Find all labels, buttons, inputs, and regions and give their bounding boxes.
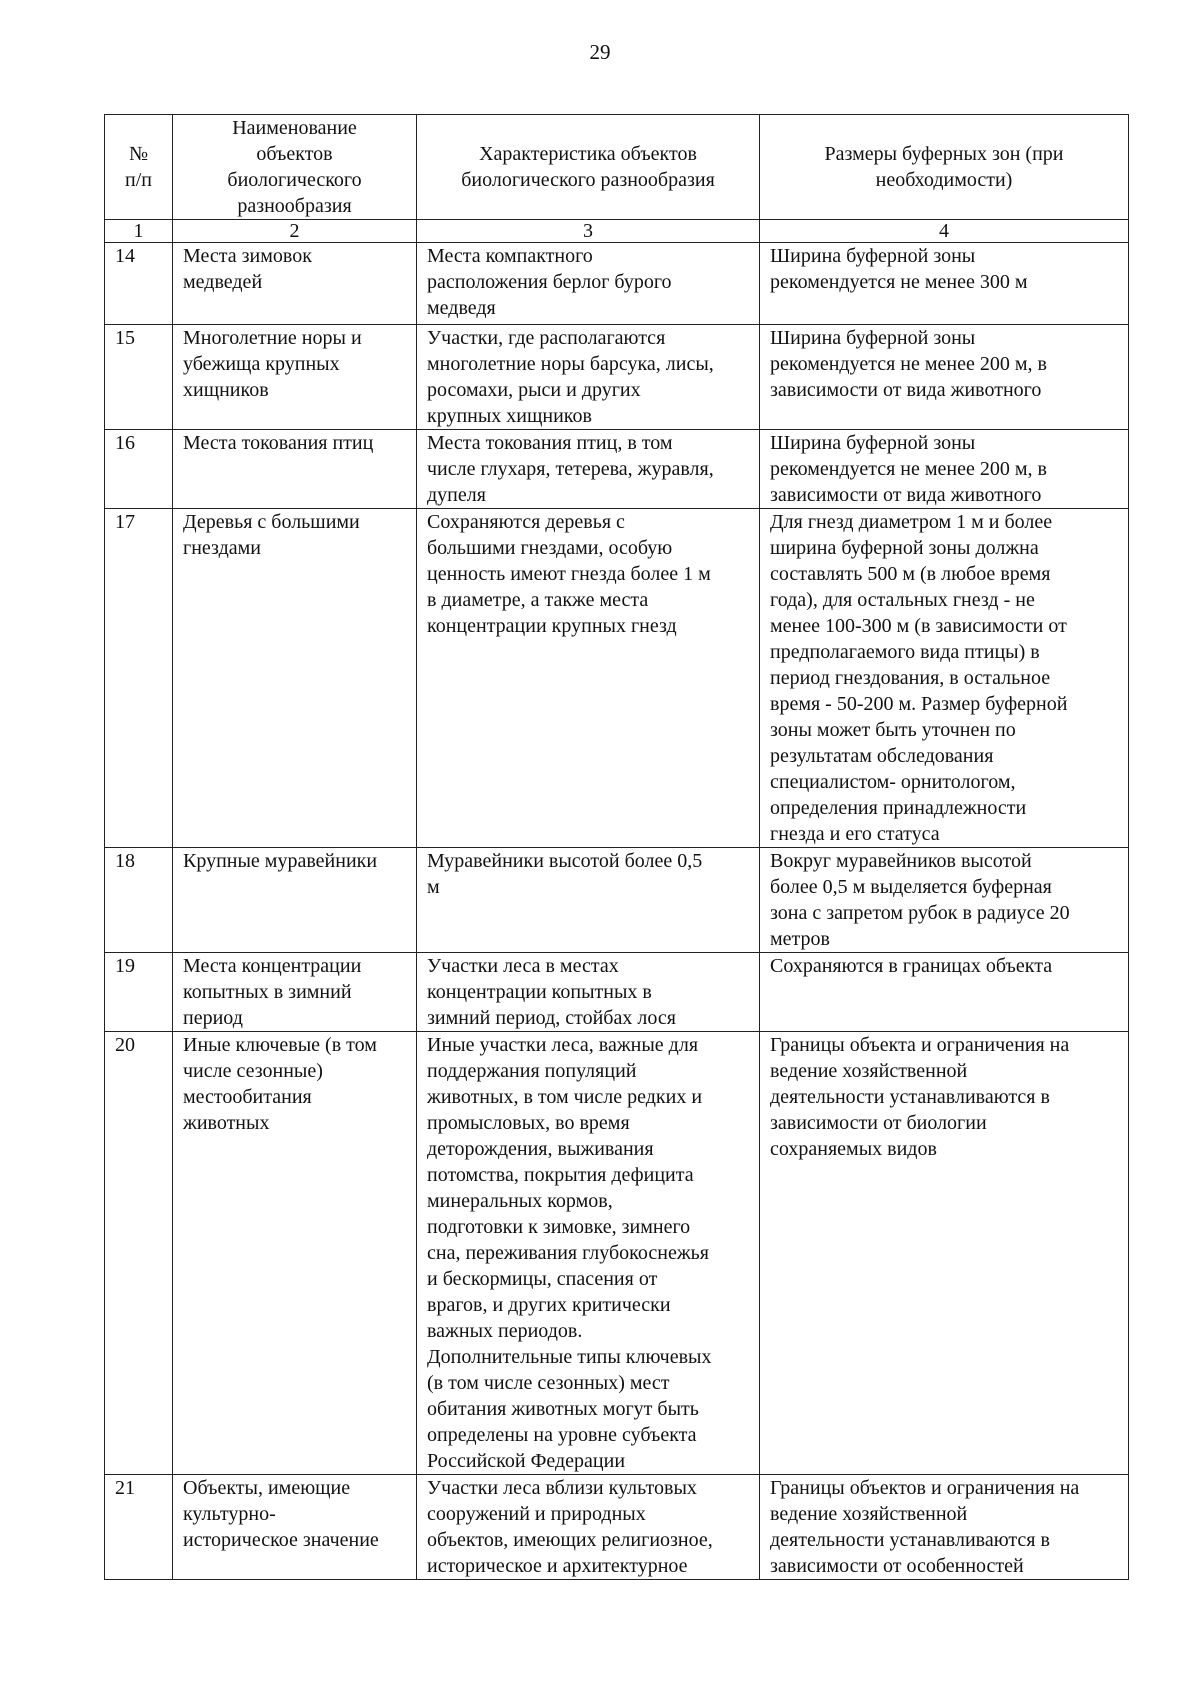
buffer-size-cell xyxy=(760,325,1129,430)
cell-line: Деревья с большими xyxy=(183,511,360,533)
cell-line: зависимости от вида животного xyxy=(770,379,1042,401)
cell-line: многолетние норы барсука, лисы, xyxy=(427,353,714,375)
cell-line: Места компактного xyxy=(427,245,593,267)
cell-line: Места токования птиц xyxy=(183,432,374,454)
cell-line: Участки леса вблизи культовых xyxy=(427,1477,697,1499)
header-buffer-size xyxy=(760,115,1129,220)
column-number-2: 2 xyxy=(173,220,417,243)
cell-line: период xyxy=(183,1007,243,1029)
characteristic-cell xyxy=(417,848,760,953)
cell-line: Характеристика объектов xyxy=(479,143,697,165)
buffer-size-cell xyxy=(760,509,1129,848)
cell-line: концентрации крупных гнезд xyxy=(427,615,677,637)
cell-line: Муравейники высотой более 0,5 xyxy=(427,850,703,872)
cell-line: культурно- xyxy=(183,1503,276,1525)
cell-line: Иные ключевые (в том xyxy=(183,1034,377,1056)
cell-line: гнездами xyxy=(183,537,261,559)
cell-line: числе глухаря, тетерева, журавля, xyxy=(427,458,714,480)
column-number-3: 3 xyxy=(417,220,760,243)
cell-line: м xyxy=(427,876,440,898)
row-number: 16 xyxy=(105,430,173,509)
buffer-size-cell xyxy=(760,1032,1129,1475)
buffer-size-cell xyxy=(760,243,1129,325)
cell-line: копытных в зимний xyxy=(183,981,352,1003)
cell-line: сооружений и природных xyxy=(427,1503,646,1525)
cell-line: разнообразия xyxy=(237,195,352,217)
table-row xyxy=(105,325,1129,430)
cell-line: промысловых, во время xyxy=(427,1112,630,1134)
cell-line: Вокруг муравейников высотой xyxy=(770,850,1032,872)
page-number: 29 xyxy=(589,40,611,64)
object-name-cell xyxy=(173,430,417,509)
cell-line: зависимости от особенностей xyxy=(770,1555,1024,1577)
characteristic-cell xyxy=(417,953,760,1032)
cell-line: Для гнезд диаметром 1 м и более xyxy=(770,511,1053,533)
table-header-row xyxy=(105,115,1129,220)
cell-line: необходимости) xyxy=(875,169,1013,191)
cell-line: составлять 500 м (в любое время xyxy=(770,563,1051,585)
object-name-cell xyxy=(173,953,417,1032)
cell-line: Сохраняются в границах объекта xyxy=(770,955,1053,977)
cell-line: Ширина буферной зоны xyxy=(770,245,976,267)
cell-line: более 0,5 м выделяется буферная xyxy=(770,876,1052,898)
cell-line: Места зимовок xyxy=(183,245,312,267)
cell-line: деятельности устанавливаются в xyxy=(770,1086,1050,1108)
object-name-cell xyxy=(173,509,417,848)
cell-line: обитания животных могут быть xyxy=(427,1398,699,1420)
cell-line: и бескормицы, спасения от xyxy=(427,1268,658,1290)
row-number: 21 xyxy=(105,1475,173,1580)
cell-line: года), для остальных гнезд - не xyxy=(770,589,1035,611)
table-row xyxy=(105,509,1129,848)
cell-line: объектов, имеющих религиозное, xyxy=(427,1529,713,1551)
buffer-size-cell xyxy=(760,848,1129,953)
buffer-size-cell xyxy=(760,953,1129,1032)
cell-line: деятельности устанавливаются в xyxy=(770,1529,1050,1551)
cell-line: дупеля xyxy=(427,484,486,506)
cell-line: биологического xyxy=(227,169,362,191)
cell-line: Размеры буферных зон (при xyxy=(824,143,1064,165)
cell-line: биологического разнообразия xyxy=(461,169,715,191)
row-number: 20 xyxy=(105,1032,173,1475)
cell-line: Дополнительные типы ключевых xyxy=(427,1346,712,1368)
column-number-1: 1 xyxy=(105,220,173,243)
cell-line: Границы объектов и ограничения на xyxy=(770,1477,1080,1499)
table-row xyxy=(105,430,1129,509)
object-name-cell xyxy=(173,1032,417,1475)
object-name-cell xyxy=(173,848,417,953)
characteristic-cell xyxy=(417,1475,760,1580)
characteristic-cell xyxy=(417,243,760,325)
cell-line: местообитания xyxy=(183,1086,312,1108)
row-number: 18 xyxy=(105,848,173,953)
cell-line: (в том числе сезонных) мест xyxy=(427,1372,670,1394)
characteristic-cell xyxy=(417,1032,760,1475)
table-row xyxy=(105,848,1129,953)
cell-line: Участки леса в местах xyxy=(427,955,619,977)
cell-line: медведей xyxy=(183,271,263,293)
cell-line: числе сезонные) xyxy=(183,1060,323,1082)
cell-line: зависимости от вида животного xyxy=(770,484,1042,506)
row-number: 17 xyxy=(105,509,173,848)
cell-line: Границы объекта и ограничения на xyxy=(770,1034,1070,1056)
object-name-cell xyxy=(173,243,417,325)
cell-line: Места токования птиц, в том xyxy=(427,432,673,454)
cell-line: подготовки к зимовке, зимнего xyxy=(427,1216,691,1238)
cell-line: Объекты, имеющие xyxy=(183,1477,351,1499)
cell-line: рекомендуется не менее 300 м xyxy=(770,271,1028,293)
object-name-cell xyxy=(173,1475,417,1580)
cell-line: № xyxy=(128,143,149,165)
table-row xyxy=(105,1475,1129,1580)
cell-line: убежища крупных xyxy=(183,353,340,375)
cell-line: специалистом- орнитологом, xyxy=(770,771,1016,793)
row-number: 14 xyxy=(105,243,173,325)
cell-line: менее 100-300 м (в зависимости от xyxy=(770,615,1067,637)
cell-line: медведя xyxy=(427,297,496,319)
cell-line: Иные участки леса, важные для xyxy=(427,1034,699,1056)
cell-line: росомахи, рыси и других xyxy=(427,379,641,401)
object-name-cell xyxy=(173,325,417,430)
cell-line: животных xyxy=(183,1112,270,1134)
cell-line: зависимости от биологии xyxy=(770,1112,987,1134)
cell-line: минеральных кормов, xyxy=(427,1190,613,1212)
cell-line: важных периодов. xyxy=(427,1320,583,1342)
cell-line: Многолетние норы и xyxy=(183,327,362,349)
cell-line: определения принадлежности xyxy=(770,797,1027,819)
cell-line: ценность имеют гнезда более 1 м xyxy=(427,563,711,585)
cell-line: животных, в том числе редких и xyxy=(427,1086,703,1108)
cell-line: Ширина буферной зоны xyxy=(770,327,976,349)
cell-line: Участки, где располагаются xyxy=(427,327,666,349)
cell-line: время - 50-200 м. Размер буферной xyxy=(770,693,1068,715)
cell-line: Крупные муравейники xyxy=(183,850,378,872)
table-row xyxy=(105,1032,1129,1475)
cell-line: крупных хищников xyxy=(427,405,592,427)
header-characteristic xyxy=(417,115,760,220)
cell-line: зимний период, стойбах лося xyxy=(427,1007,676,1029)
cell-line: зона с запретом рубок в радиусе 20 xyxy=(770,902,1070,924)
cell-line: поддержания популяций xyxy=(427,1060,637,1082)
cell-line: Сохраняются деревья с xyxy=(427,511,625,533)
characteristic-cell xyxy=(417,509,760,848)
table-row xyxy=(105,953,1129,1032)
cell-line: определены на уровне субъекта xyxy=(427,1424,697,1446)
table-row xyxy=(105,243,1129,325)
characteristic-cell xyxy=(417,430,760,509)
cell-line: концентрации копытных в xyxy=(427,981,652,1003)
biodiversity-table xyxy=(104,114,1129,1580)
cell-line: объектов xyxy=(256,143,333,165)
cell-line: ведение хозяйственной xyxy=(770,1060,968,1082)
buffer-size-cell xyxy=(760,430,1129,509)
row-number: 19 xyxy=(105,953,173,1032)
cell-line: предполагаемого вида птицы) в xyxy=(770,641,1040,663)
cell-line: Места концентрации xyxy=(183,955,362,977)
cell-line: рекомендуется не менее 200 м, в xyxy=(770,353,1047,375)
cell-line: зоны может быть уточнен по xyxy=(770,719,1016,741)
cell-line: Ширина буферной зоны xyxy=(770,432,976,454)
cell-line: п/п xyxy=(125,169,152,191)
characteristic-cell xyxy=(417,325,760,430)
cell-line: Наименование xyxy=(232,117,357,139)
cell-line: результатам обследования xyxy=(770,745,994,767)
cell-line: расположения берлог бурого xyxy=(427,271,672,293)
cell-line: деторождения, выживания xyxy=(427,1138,654,1160)
cell-line: сна, переживания глубокоснежья xyxy=(427,1242,709,1264)
cell-line: большими гнездами, особую xyxy=(427,537,673,559)
cell-line: потомства, покрытия дефицита xyxy=(427,1164,694,1186)
header-object-name xyxy=(173,115,417,220)
cell-line: историческое и архитектурное xyxy=(427,1555,688,1577)
cell-line: Российской Федерации xyxy=(427,1450,626,1472)
header-number xyxy=(105,115,173,220)
cell-line: ведение хозяйственной xyxy=(770,1503,968,1525)
cell-line: хищников xyxy=(183,379,269,401)
cell-line: историческое значение xyxy=(183,1529,379,1551)
cell-line: сохраняемых видов xyxy=(770,1138,937,1160)
column-number-row xyxy=(105,220,1129,243)
column-number-4: 4 xyxy=(760,220,1129,243)
cell-line: в диаметре, а также места xyxy=(427,589,649,611)
cell-line: период гнездования, в остальное xyxy=(770,667,1051,689)
cell-line: гнезда и его статуса xyxy=(770,823,940,845)
cell-line: метров xyxy=(770,928,830,950)
cell-line: рекомендуется не менее 200 м, в xyxy=(770,458,1047,480)
cell-line: врагов, и других критически xyxy=(427,1294,671,1316)
cell-line: ширина буферной зоны должна xyxy=(770,537,1039,559)
buffer-size-cell xyxy=(760,1475,1129,1580)
row-number: 15 xyxy=(105,325,173,430)
